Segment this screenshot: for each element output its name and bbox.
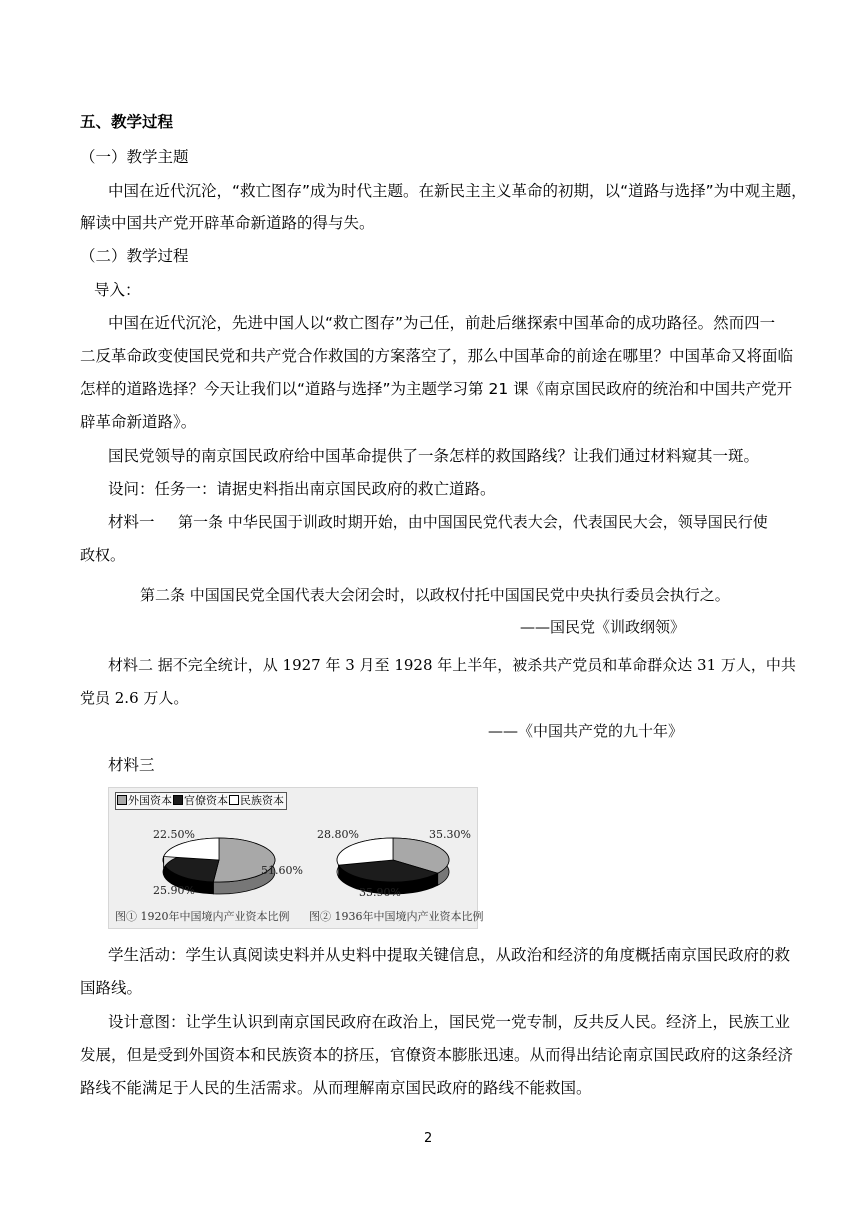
task-question: 设问：任务一：请据史料指出南京国民政府的救亡道路。 — [108, 480, 496, 498]
material-source: ——国民党《训政纲领》 — [520, 618, 686, 636]
material-text: 第二条 中国国民党全国代表大会闭会时，以政权付托中国国民党中央执行委员会执行之。 — [140, 586, 730, 604]
paragraph-line: 怎样的道路选择？今天让我们以“道路与选择”为主题学习第 21 课《南京国民政府的统治和中国共产党开 — [80, 380, 793, 398]
paragraph-line: 设计意图：让学生认识到南京国民政府在政治上，国民党一党专制，反共反人民。经济上，民族工业 — [108, 1013, 791, 1031]
data-label: 35.30% — [429, 828, 471, 841]
paragraph-line: 中国在近代沉沦，先进中国人以“救亡图存”为己任，前赴后继探索中国革命的成功路径。然而四一 — [108, 314, 776, 332]
pie-slice-1-2 — [337, 838, 393, 865]
pie-slice-0-2 — [164, 838, 219, 860]
capital-ratio-figure — [108, 787, 484, 929]
paragraph-line: 辟革命新道路》。 — [80, 413, 197, 431]
paragraph-line: 中国在近代沉沦，“救亡图存”成为时代主题。在新民主主义革命的初期，以“道路与选择”为中观主题， — [108, 182, 807, 200]
legend-label: 官僚资本 — [184, 794, 228, 807]
material-text: 材料二 据不完全统计，从 1927 年 3 月至 1928 年上半年，被杀共产党员和革命群众达 31 万人，中共 — [108, 656, 796, 674]
paragraph-line: 解读中国共产党开辟革命新道路的得与失。 — [80, 214, 375, 232]
material-text: 第一条 中华民国于训政时期开始，由中国国民党代表大会，代表国民大会，领导国民行使 — [178, 513, 768, 531]
material-label: 材料三 — [108, 756, 155, 774]
data-label: 22.50% — [153, 828, 195, 841]
data-label: 28.80% — [317, 828, 359, 841]
pie-charts-svg — [109, 788, 477, 928]
legend-label: 民族资本 — [240, 794, 284, 807]
legend-label: 外国资本 — [128, 794, 172, 807]
paragraph-line: 路线不能满足于人民的生活需求。从而理解南京国民政府的路线不能救国。 — [80, 1079, 592, 1097]
paragraph-line: 学生活动：学生认真阅读史料并从史料中提取关键信息，从政治和经济的角度概括南京国民政府的救 — [108, 946, 791, 964]
paragraph-line: 发展，但是受到外国资本和民族资本的挤压，官僚资本膨胀迅速。从而得出结论南京国民政府的这条经济 — [80, 1046, 794, 1064]
data-label: 51.60% — [261, 864, 303, 877]
subheading-teaching-process: （二）教学过程 — [80, 247, 189, 265]
paragraph-line: 二反革命政变使国民党和共产党合作救国的方案落空了，那么中国革命的前途在哪里？中国革命又将面临 — [80, 347, 794, 365]
chart-caption: 图② 1936年中国境内产业资本比例 — [309, 910, 484, 923]
material-text: 党员 2.6 万人。 — [80, 689, 189, 707]
intro-label: 导入： — [94, 281, 141, 299]
material-text: 政权。 — [80, 546, 126, 564]
chart-caption: 图① 1920年中国境内产业资本比例 — [115, 910, 290, 923]
paragraph-line: 国路线。 — [80, 979, 143, 997]
data-label: 35.90% — [359, 886, 401, 899]
material-source: ——《中国共产党的九十年》 — [488, 722, 684, 740]
data-label: 25.90% — [153, 884, 195, 897]
page-number: 2 — [424, 1131, 433, 1146]
paragraph-line: 国民党领导的南京国民政府给中国革命提供了一条怎样的救国路线？让我们通过材料窥其一斑。 — [108, 447, 760, 465]
subheading-teaching-theme: （一）教学主题 — [80, 148, 189, 166]
section-title: 五、教学过程 — [80, 113, 174, 131]
material-label: 材料一 — [108, 513, 155, 531]
